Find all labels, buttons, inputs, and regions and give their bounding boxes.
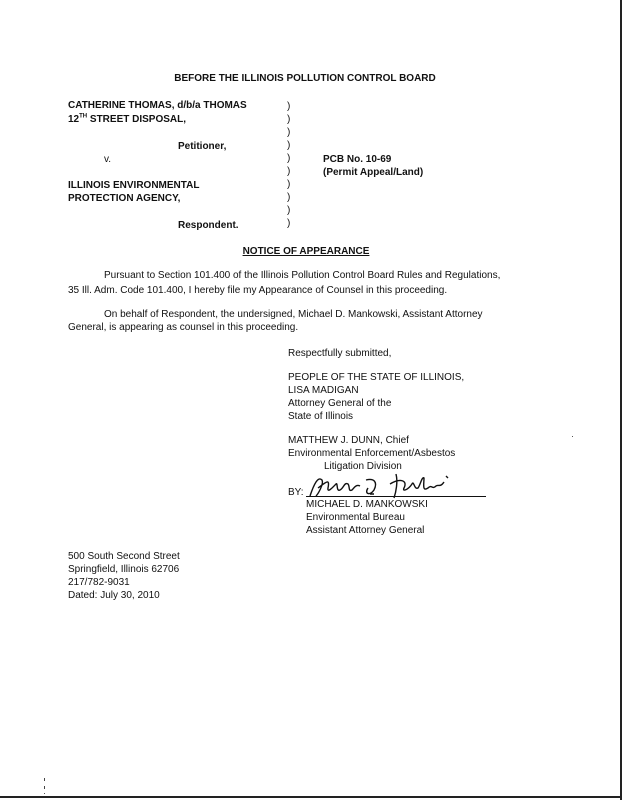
street-name: STREET DISPOSAL, xyxy=(87,114,187,125)
address-line2: Springfield, Illinois 62706 xyxy=(68,564,180,575)
paragraph2-line2: General, is appearing as counsel in this proceeding. xyxy=(68,322,299,333)
caption-paren: ) xyxy=(287,205,291,216)
versus-label: v. xyxy=(104,154,112,165)
by-label: BY: xyxy=(288,487,304,498)
court-heading: BEFORE THE ILLINOIS POLLUTION CONTROL BOARD xyxy=(174,73,436,84)
attorney-bureau: Environmental Bureau xyxy=(306,512,405,523)
page-edge-bottom xyxy=(0,796,622,798)
paragraph1-line1: Pursuant to Section 101.400 of the Illinois Pollution Control Board Rules and Regulations, xyxy=(104,270,501,281)
case-number: PCB No. 10-69 xyxy=(323,154,392,165)
caption-paren: ) xyxy=(287,179,291,190)
page-edge-right xyxy=(620,0,622,800)
street-number: 12 xyxy=(68,114,80,125)
caption-paren: ) xyxy=(287,127,291,138)
address-phone: 217/782-9031 xyxy=(68,577,130,588)
paragraph1-line2: 35 Ill. Adm. Code 101.400, I hereby file my Appearance of Counsel in this proceeding. xyxy=(68,285,448,296)
closing-text: Respectfully submitted, xyxy=(288,348,392,359)
scan-speck xyxy=(44,778,45,781)
case-type: (Permit Appeal/Land) xyxy=(323,167,424,178)
handwritten-signature xyxy=(304,470,464,502)
petitioner-name-line1: CATHERINE THOMAS, d/b/a THOMAS xyxy=(68,100,247,111)
scan-speck xyxy=(44,786,45,789)
document-date: Dated: July 30, 2010 xyxy=(68,590,160,601)
sig-line4: State of Illinois xyxy=(288,411,354,422)
caption-paren: ) xyxy=(287,114,291,125)
document-title: NOTICE OF APPEARANCE xyxy=(242,246,370,257)
sig-line5: MATTHEW J. DUNN, Chief xyxy=(288,435,409,446)
scan-speck xyxy=(44,793,45,794)
caption-paren: ) xyxy=(287,101,291,112)
respondent-name-line1: ILLINOIS ENVIRONMENTAL xyxy=(68,180,200,191)
sig-line6: Environmental Enforcement/Asbestos xyxy=(288,448,456,459)
respondent-name-line2: PROTECTION AGENCY, xyxy=(68,193,181,204)
paragraph2-line1: On behalf of Respondent, the undersigned, Michael D. Mankowski, Assistant Attorney xyxy=(104,309,483,320)
caption-paren: ) xyxy=(287,166,291,177)
sig-line7: Litigation Division xyxy=(324,461,402,472)
sig-line2: LISA MADIGAN xyxy=(288,385,359,396)
sig-line1: PEOPLE OF THE STATE OF ILLINOIS, xyxy=(288,372,465,383)
respondent-label: Respondent. xyxy=(178,220,239,231)
petitioner-name-line2 xyxy=(68,114,186,126)
attorney-name: MICHAEL D. MANKOWSKI xyxy=(306,499,428,510)
caption-paren: ) xyxy=(287,153,291,164)
petitioner-label: Petitioner, xyxy=(178,141,227,152)
caption-paren: ) xyxy=(287,192,291,203)
ordinal-suffix: TH xyxy=(79,113,88,120)
caption-paren: ) xyxy=(287,218,291,229)
attorney-position: Assistant Attorney General xyxy=(306,525,425,536)
address-line1: 500 South Second Street xyxy=(68,551,180,562)
caption-paren: ) xyxy=(287,140,291,151)
scan-speck xyxy=(572,436,573,437)
sig-line3: Attorney General of the xyxy=(288,398,392,409)
signature-line xyxy=(306,496,486,497)
